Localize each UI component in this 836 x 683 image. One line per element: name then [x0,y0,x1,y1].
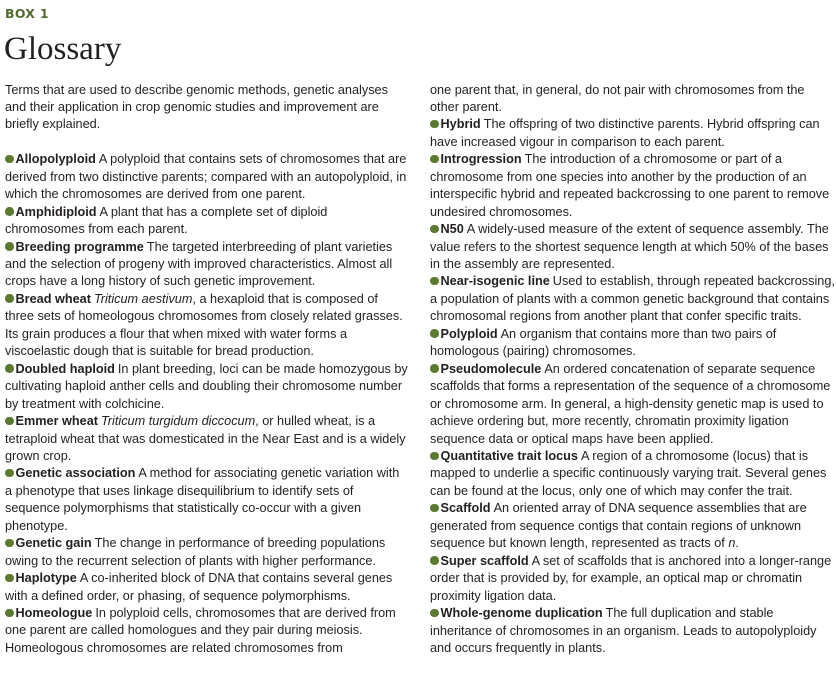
bullet-icon [430,452,439,461]
bullet-icon [5,364,14,373]
glossary-entry [5,151,409,203]
bullet-icon [430,277,439,286]
glossary-entry [430,553,835,605]
italic-n: n [728,536,736,551]
bullet-icon [5,294,14,303]
glossary-entry [5,204,409,239]
glossary-definition: In plant breeding, loci can be made homozygous by cultivating haploid anther cells and doubling their chromosome number by treatment with colchicine. [5,361,408,411]
intro-paragraph: Terms that are used to describe genomic methods, genetic analyses and their application in crop genomic studies and improvement are briefly explained. [5,82,388,132]
glossary-term: Amphidiploid [15,204,97,219]
glossary-term: Bread wheat [15,291,91,306]
glossary-entry [5,535,409,570]
bullet-icon [5,155,14,164]
glossary-definition: A polyploid that contains sets of chromosomes that are derived from two distinctive parents; compared with an autopolyploid, in which the chromosomes are derived from one parent. [5,152,407,202]
glossary-entry [430,500,835,552]
glossary-term: Emmer wheat [15,414,98,429]
glossary-entry [5,413,409,465]
glossary-term: Hybrid [440,117,481,132]
bullet-icon [430,364,439,373]
glossary-term: Introgression [440,152,522,167]
bullet-icon [430,329,439,338]
bullet-icon [430,556,439,565]
definition-tail: . [735,536,739,551]
bullet-icon [430,504,439,513]
glossary-term: Genetic association [15,466,136,481]
glossary-definition: A co-inherited block of DNA that contains several genes with a defined order, or phasing, of sequence polymorphisms. [5,571,393,603]
glossary-term: Homeologue [15,606,93,621]
glossary-term: Allopolyploid [15,152,96,167]
glossary-definition: A set of scaffolds that is anchored into a longer-range order that is provided by, for example, an optical map or chromatin proximity ligation data. [430,553,832,603]
glossary-entry [5,465,409,535]
glossary-term: Whole-genome duplication [440,606,603,621]
glossary-term: Quantitative trait locus [440,449,578,464]
continued-definition: one parent that, in general, do not pair with chromosomes from the other parent. [430,82,805,114]
glossary-definition: A method for associating genetic variation with a phenotype that uses linkage disequilibrium to identify sets of sequence polymorphisms that statistically co-occur with a given phenotype. [5,466,400,533]
bullet-icon [430,609,439,618]
glossary-entry [5,605,409,657]
glossary-entry [5,361,409,413]
glossary-definition: The targeted interbreeding of plant varieties and the selection of progeny with improved characteristics. Almost all crops have a long history of such genetic improvement. [5,239,393,289]
glossary-definition: A plant that has a complete set of diploid chromosomes from each parent. [5,204,328,237]
glossary-definition: In polyploid cells, chromosomes that are derived from one parent are called homologues and they pair during meiosis. Homeologous chromosomes are related chromosomes from [5,606,396,655]
glossary-entry [430,326,835,361]
bullet-icon [5,242,14,251]
glossary-term: N50 [440,222,464,237]
bullet-icon [5,207,14,216]
glossary-definition: , or hulled wheat, is a tetraploid wheat that was domesticated in the Near East and is a widely grown crop. [5,414,406,463]
glossary-left-column [5,82,409,658]
species-name: Triticum turgidum diccocum [101,414,256,429]
bullet-icon [5,574,14,583]
glossary-definition: The offspring of two distinctive parents. Hybrid offspring can have increased vigour in comparison to each parent. [430,117,820,149]
glossary-entry [430,273,835,325]
bullet-icon [430,120,439,129]
glossary-entry [5,291,409,361]
bullet-icon [5,417,14,426]
glossary-definition: , a hexaploid that is composed of three sets of homeologous chromosomes from closely related grasses. Its grain produces a flour that when mixed with water forms a viscoelastic dough that is suitable for bread production. [5,291,403,359]
glossary-definition: A widely-used measure of the extent of sequence assembly. The value refers to the shortest sequence length at which 50% of the bases in the assembly are represented. [430,222,829,272]
glossary-definition: An organism that contains more than two pairs of homologous (pairing) chromosomes. [430,326,777,359]
glossary-entry [430,448,835,500]
glossary-entry [5,570,409,605]
glossary-entry [430,605,835,657]
bullet-icon [5,609,14,618]
glossary-right-column [430,82,835,658]
glossary-definition: The introduction of a chromosome or part of a chromosome from one species into another by the production of an interspecific hybrid and repeated backcrossing to one parent to remove undesired chromosomes. [430,152,830,219]
box-label: BOX 1 [5,6,49,21]
glossary-definition: Used to establish, through repeated backcrossing, a population of plants with a common genetic background that contains chromosomal regions from another plant that confer specific traits. [430,274,835,324]
glossary-term: Genetic gain [15,536,92,551]
glossary-term: Polyploid [440,326,498,341]
page-title: Glossary [4,31,122,67]
species-name: Triticum aestivum [93,291,193,306]
glossary-definition: The change in performance of breeding populations owing to the recurrent selection of plants with higher performance. [5,536,386,568]
glossary-definition: A region of a chromosome (locus) that is mapped to underlie a specific continuously varying trait. Several genes can be found at the locus, only one of which may confer the trait. [430,449,827,498]
glossary-entry [430,361,835,448]
bullet-icon [5,469,14,478]
glossary-term: Near-isogenic line [440,274,550,289]
glossary-entry [430,116,835,151]
bullet-icon [430,155,439,164]
glossary-term: Pseudomolecule [440,361,542,376]
glossary-entry [5,239,409,291]
glossary-term: Haplotype [15,571,77,586]
glossary-term: Scaffold [440,501,491,516]
glossary-entry [430,221,835,273]
glossary-term: Breeding programme [15,239,144,254]
glossary-term: Doubled haploid [15,361,115,376]
bullet-icon [5,539,14,548]
glossary-definition: The full duplication and stable inheritance of chromosomes in an organism. Leads to autopolyploidy and occurs frequently in plants. [430,606,817,655]
glossary-definition: An ordered concatenation of separate sequence scaffolds that forms a representation of the sequence of a chromosome or chromosome arm. In general, a high-density genetic map is used to achieve ordering but, more recently, chromatin proximity ligation sequence data or optical maps have been applied. [430,361,831,446]
bullet-icon [430,225,439,234]
glossary-entry [430,151,835,221]
glossary-term: Super scaffold [440,553,529,568]
glossary-definition: An oriented array of DNA sequence assemblies that are generated from sequence contigs that contain regions of unknown sequence but known length, represented as tracts of [430,501,807,551]
